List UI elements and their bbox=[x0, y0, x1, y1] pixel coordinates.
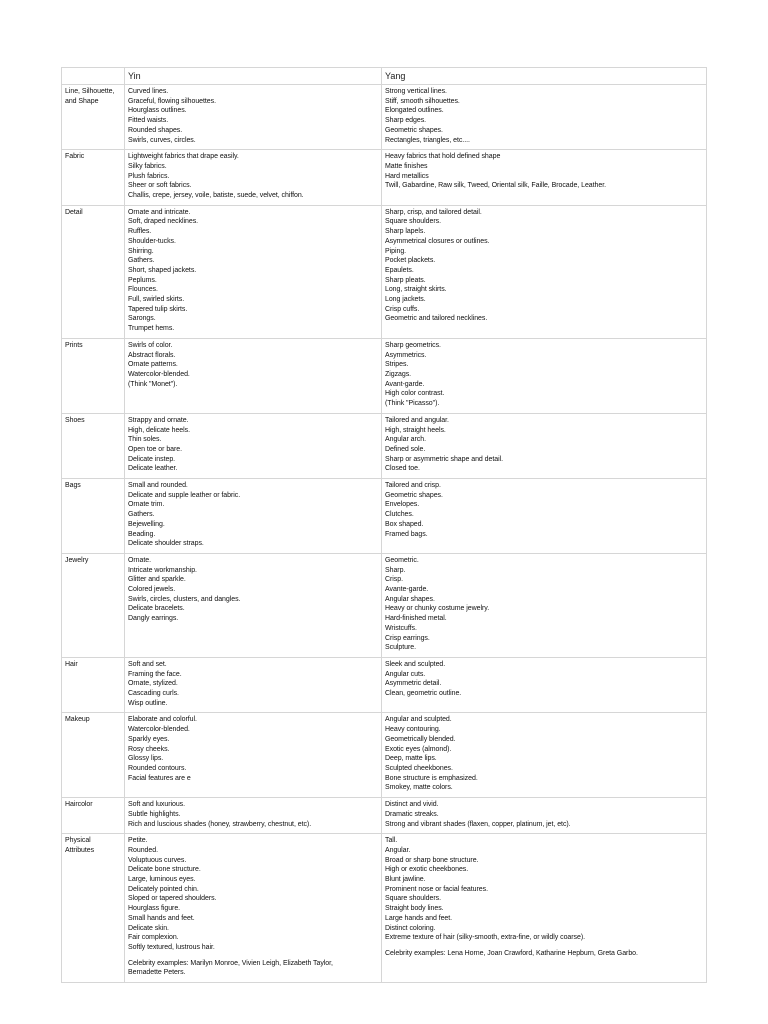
yin-line: Hourglass outlines. bbox=[128, 107, 187, 115]
yin-line: Rounded contours. bbox=[128, 765, 187, 772]
yang-line: Square shoulders. bbox=[385, 218, 441, 226]
yang-cell bbox=[382, 657, 707, 713]
yang-line: Asymmetrics. bbox=[385, 351, 427, 359]
yin-cell bbox=[125, 657, 382, 713]
yin-line: Thin soles. bbox=[128, 436, 162, 444]
yang-line: Rectangles, triangles, etc.... bbox=[385, 136, 470, 144]
yin-line: Shirring. bbox=[128, 247, 154, 255]
yin-yang-document bbox=[61, 67, 706, 983]
yin-line: Rounded shapes. bbox=[128, 126, 183, 134]
yang-line: Geometric shapes. bbox=[385, 491, 443, 499]
yang-line: Envelopes. bbox=[385, 501, 420, 509]
yin-line: Soft and set. bbox=[128, 660, 167, 668]
yang-line: Sharp lapels. bbox=[385, 228, 426, 236]
yin-line: Graceful, flowing silhouettes. bbox=[128, 97, 216, 105]
table-row-hair bbox=[62, 657, 707, 713]
yin-line: Glitter and sparkle. bbox=[128, 576, 186, 584]
yin-line: Soft, draped necklines. bbox=[128, 218, 199, 226]
yang-line: Asymmetrical closures or outlines. bbox=[385, 237, 490, 245]
yin-line: Elaborate and colorful. bbox=[128, 716, 197, 724]
yin-line: Rich and luscious shades (honey, strawberry, chestnut, etc). bbox=[128, 820, 312, 828]
yin-line: Trumpet hems. bbox=[128, 325, 175, 333]
category-label: Detail bbox=[62, 205, 125, 338]
yang-line: Sculpture. bbox=[385, 644, 417, 652]
yin-cell bbox=[125, 798, 382, 834]
header-yin: Yin bbox=[125, 68, 382, 85]
table-row-shoes bbox=[62, 413, 707, 478]
yin-line: Delicate and supple leather or fabric. bbox=[128, 491, 241, 499]
yang-line: Geometric shapes. bbox=[385, 126, 443, 134]
yin-line: Short, shaped jackets. bbox=[128, 266, 197, 274]
yang-line: Sharp geometrics. bbox=[385, 341, 441, 349]
yang-line: High, straight heels. bbox=[385, 426, 446, 434]
yin-line: Lightweight fabrics that drape easily. bbox=[128, 153, 239, 161]
yin-line: Delicate instep. bbox=[128, 455, 176, 463]
yin-cell bbox=[125, 413, 382, 478]
yin-line: Ornate patterns. bbox=[128, 361, 178, 369]
table-row-prints bbox=[62, 338, 707, 413]
yin-line: Ornate trim. bbox=[128, 501, 165, 509]
yang-line: Tall. bbox=[385, 837, 398, 845]
yang-line: Hard metallics bbox=[385, 172, 429, 180]
yin-line: Cascading curls. bbox=[128, 690, 179, 698]
yang-line: (Think "Picasso"). bbox=[385, 400, 440, 408]
yin-line: Small and rounded. bbox=[128, 482, 188, 490]
table-body bbox=[62, 85, 707, 983]
yin-line: Open toe or bare. bbox=[128, 445, 183, 453]
yin-line: Gathers. bbox=[128, 257, 155, 265]
yin-cell bbox=[125, 85, 382, 150]
yang-line: Crisp earrings. bbox=[385, 634, 430, 642]
yin-line: High, delicate heels. bbox=[128, 426, 190, 434]
yin-line: Full, swirled skirts. bbox=[128, 296, 185, 304]
yang-line: Angular arch. bbox=[385, 436, 426, 444]
yin-line: Swirls of color. bbox=[128, 341, 173, 349]
yin-line: Hourglass figure. bbox=[128, 905, 181, 913]
yang-line: Sharp or asymmetric shape and detail. bbox=[385, 455, 503, 463]
yin-line: Swirls, circles, clusters, and dangles. bbox=[128, 595, 241, 603]
yin-cell bbox=[125, 713, 382, 798]
yang-line: Twill, Gabardine, Raw silk, Tweed, Oriental silk, Faille, Brocade, Leather. bbox=[385, 182, 606, 190]
yin-cell bbox=[125, 553, 382, 657]
table-row-haircolor bbox=[62, 798, 707, 834]
yin-line: Soft and luxurious. bbox=[128, 801, 186, 809]
yin-line: Sheer or soft fabrics. bbox=[128, 182, 192, 190]
yin-note-line: Celebrity examples: Marilyn Monroe, Vivien Leigh, Elizabeth Taylor, bbox=[128, 959, 333, 967]
yin-line: Flounces. bbox=[128, 286, 158, 294]
yang-line: Bone structure is emphasized. bbox=[385, 774, 478, 782]
yang-line: Crisp. bbox=[385, 576, 403, 584]
yin-line: Fair complexion. bbox=[128, 934, 179, 942]
yin-line: Colored jewels. bbox=[128, 586, 176, 594]
yang-line: Distinct coloring. bbox=[385, 924, 436, 932]
yin-line: Large, luminous eyes. bbox=[128, 876, 196, 884]
yang-cell bbox=[382, 85, 707, 150]
yin-line: Abstract florals. bbox=[128, 351, 176, 359]
yin-line: Petite. bbox=[128, 837, 148, 845]
yang-line: Zigzags. bbox=[385, 370, 412, 378]
yang-line: Straight body lines. bbox=[385, 905, 444, 913]
yang-line: Elongated outlines. bbox=[385, 107, 444, 115]
yin-line: Ornate. bbox=[128, 556, 151, 564]
yang-line: Sharp edges. bbox=[385, 117, 427, 125]
table-row-bags bbox=[62, 479, 707, 554]
yin-line: Sarongs. bbox=[128, 315, 156, 323]
yin-line: Ornate, stylized. bbox=[128, 680, 178, 688]
category-label: Shoes bbox=[62, 413, 125, 478]
table-row-physical-attributes bbox=[62, 834, 707, 983]
yin-line: Delicate skin. bbox=[128, 924, 169, 932]
yin-line: Ruffles. bbox=[128, 228, 152, 236]
yang-cell bbox=[382, 479, 707, 554]
yang-line: Heavy fabrics that hold defined shape bbox=[385, 153, 501, 161]
table-row-makeup bbox=[62, 713, 707, 798]
yang-line: Sharp. bbox=[385, 566, 406, 574]
yang-line: Avant-garde. bbox=[385, 380, 425, 388]
yang-line: Sharp pleats. bbox=[385, 276, 426, 284]
yang-line: Angular. bbox=[385, 846, 411, 854]
table-row-line-silhouette-and-shape bbox=[62, 85, 707, 150]
yang-line: Clean, geometric outline. bbox=[385, 690, 462, 698]
yang-cell bbox=[382, 553, 707, 657]
yin-line: Curved lines. bbox=[128, 88, 169, 95]
yin-line: Wisp outline. bbox=[128, 699, 168, 707]
yin-line: Bejewelling. bbox=[128, 520, 165, 528]
table-row-fabric bbox=[62, 150, 707, 206]
yang-line: Heavy contouring. bbox=[385, 726, 441, 734]
yin-line: Sparkly eyes. bbox=[128, 735, 170, 743]
yin-line: Swirls, curves, circles. bbox=[128, 136, 196, 144]
yang-line: Long jackets. bbox=[385, 296, 426, 304]
yin-line: Fitted waists. bbox=[128, 117, 169, 125]
yin-line: Delicate leather. bbox=[128, 465, 178, 473]
yin-line: Facial features are e bbox=[128, 774, 191, 782]
yin-cell bbox=[125, 479, 382, 554]
yang-cell bbox=[382, 413, 707, 478]
yang-line: Epaulets. bbox=[385, 266, 414, 274]
table-row-jewelry bbox=[62, 553, 707, 657]
yang-line: Large hands and feet. bbox=[385, 914, 453, 922]
yin-line: Strappy and ornate. bbox=[128, 416, 189, 424]
category-label: Fabric bbox=[62, 150, 125, 206]
yang-line: Geometric. bbox=[385, 556, 419, 564]
yin-line: Plush fabrics. bbox=[128, 172, 170, 180]
yang-line: Matte finishes bbox=[385, 162, 428, 170]
yang-line: High or exotic cheekbones. bbox=[385, 866, 469, 874]
yang-line: Angular shapes. bbox=[385, 595, 435, 603]
yin-line: Watercolor-blended. bbox=[128, 370, 190, 378]
yang-line: Strong vertical lines. bbox=[385, 88, 447, 95]
yang-line: Geometric and tailored necklines. bbox=[385, 315, 488, 323]
header-yang: Yang bbox=[382, 68, 707, 85]
yang-line: Avante-garde. bbox=[385, 586, 429, 594]
yang-line: Square shoulders. bbox=[385, 895, 441, 903]
yang-line: Tailored and crisp. bbox=[385, 482, 441, 490]
yin-line: Tapered tulip skirts. bbox=[128, 305, 188, 313]
yin-line: Gathers. bbox=[128, 511, 155, 519]
yang-line: Crisp cuffs. bbox=[385, 305, 420, 313]
yin-note-line: Bernadette Peters. bbox=[128, 969, 186, 977]
yang-line: Exotic eyes (almond). bbox=[385, 745, 452, 753]
yang-line: Closed toe. bbox=[385, 465, 420, 473]
table-row-detail bbox=[62, 205, 707, 338]
yang-cell bbox=[382, 713, 707, 798]
yang-line: Framed bags. bbox=[385, 530, 428, 538]
yin-cell bbox=[125, 338, 382, 413]
yin-line: Framing the face. bbox=[128, 670, 182, 678]
yang-line: Sculpted cheekbones. bbox=[385, 765, 453, 772]
header-row bbox=[62, 68, 707, 85]
yin-line: Challis, crepe, jersey, voile, batiste, suede, velvet, chiffon. bbox=[128, 192, 304, 200]
yang-line: Angular cuts. bbox=[385, 670, 426, 678]
yang-cell bbox=[382, 205, 707, 338]
yang-line: Hard-finished metal. bbox=[385, 615, 447, 623]
yang-cell bbox=[382, 798, 707, 834]
yang-line: Angular and sculpted. bbox=[385, 716, 452, 724]
yang-line: Sharp, crisp, and tailored detail. bbox=[385, 208, 482, 216]
yin-line: Dangly earrings. bbox=[128, 615, 179, 623]
yang-line: Broad or sharp bone structure. bbox=[385, 856, 479, 864]
yin-cell bbox=[125, 150, 382, 206]
yang-cell bbox=[382, 834, 707, 983]
yang-line: Dramatic streaks. bbox=[385, 810, 439, 818]
yang-line: Piping. bbox=[385, 247, 407, 255]
yin-line: Rosy cheeks. bbox=[128, 745, 170, 753]
yang-line: Smokey, matte colors. bbox=[385, 784, 453, 792]
yang-cell bbox=[382, 150, 707, 206]
category-label: Haircolor bbox=[62, 798, 125, 834]
category-label: Hair bbox=[62, 657, 125, 713]
yang-line: Clutches. bbox=[385, 511, 414, 519]
category-label: Line, Silhouette, and Shape bbox=[62, 85, 125, 150]
yang-line: Wristcuffs. bbox=[385, 624, 417, 632]
yin-line: Softly textured, lustrous hair. bbox=[128, 943, 215, 951]
category-label: Bags bbox=[62, 479, 125, 554]
yang-line: Stripes. bbox=[385, 361, 409, 369]
category-label: Physical Attributes bbox=[62, 834, 125, 983]
yin-line: Subtle highlights. bbox=[128, 810, 181, 818]
yin-line: Delicate shoulder straps. bbox=[128, 540, 204, 548]
category-label: Prints bbox=[62, 338, 125, 413]
yang-line: Extreme texture of hair (silky-smooth, extra-fine, or wildly coarse). bbox=[385, 934, 586, 942]
yang-line: Distinct and vivid. bbox=[385, 801, 439, 809]
yin-line: Glossy lips. bbox=[128, 755, 164, 763]
yin-line: Delicately pointed chin. bbox=[128, 885, 199, 893]
yang-line: Geometrically blended. bbox=[385, 735, 456, 743]
yang-line: Asymmetric detail. bbox=[385, 680, 442, 688]
yin-line: Watercolor-blended. bbox=[128, 726, 190, 734]
yang-line: Heavy or chunky costume jewelry. bbox=[385, 605, 490, 613]
yang-line: Tailored and angular. bbox=[385, 416, 449, 424]
yang-note-line: Celebrity examples: Lena Horne, Joan Crawford, Katharine Hepburn, Greta Garbo. bbox=[385, 949, 638, 957]
yin-line: Shoulder-tucks. bbox=[128, 237, 176, 245]
yang-line: Strong and vibrant shades (flaxen, copper, platinum, jet, etc). bbox=[385, 820, 571, 828]
yin-line: Silky fabrics. bbox=[128, 162, 167, 170]
category-label: Jewelry bbox=[62, 553, 125, 657]
yang-line: Stiff, smooth silhouettes. bbox=[385, 97, 460, 105]
yin-line: Sloped or tapered shoulders. bbox=[128, 895, 217, 903]
yin-line: Ornate and intricate. bbox=[128, 208, 191, 216]
yin-line: Beading. bbox=[128, 530, 156, 538]
yin-line: Small hands and feet. bbox=[128, 914, 195, 922]
yang-line: Box shaped. bbox=[385, 520, 424, 528]
yin-line: Intricate workmanship. bbox=[128, 566, 197, 574]
header-corner bbox=[62, 68, 125, 85]
yang-line: Blunt jawline. bbox=[385, 876, 426, 884]
yang-line: Prominent nose or facial features. bbox=[385, 885, 488, 893]
yin-yang-table bbox=[61, 67, 707, 983]
yin-line: Voluptuous curves. bbox=[128, 856, 187, 864]
yang-line: Sleek and sculpted. bbox=[385, 660, 446, 668]
yin-line: Delicate bone structure. bbox=[128, 866, 201, 874]
yang-line: Defined sole. bbox=[385, 445, 426, 453]
yang-line: Long, straight skirts. bbox=[385, 286, 447, 294]
yang-line: Pocket plackets. bbox=[385, 257, 436, 265]
yin-line: (Think "Monet"). bbox=[128, 380, 178, 388]
yin-cell bbox=[125, 205, 382, 338]
yin-line: Peplums. bbox=[128, 276, 157, 284]
yin-line: Rounded. bbox=[128, 846, 158, 854]
yang-cell bbox=[382, 338, 707, 413]
yang-line: Deep, matte lips. bbox=[385, 755, 437, 763]
yin-line: Delicate bracelets. bbox=[128, 605, 185, 613]
yin-cell bbox=[125, 834, 382, 983]
category-label: Makeup bbox=[62, 713, 125, 798]
yang-line: High color contrast. bbox=[385, 390, 445, 398]
